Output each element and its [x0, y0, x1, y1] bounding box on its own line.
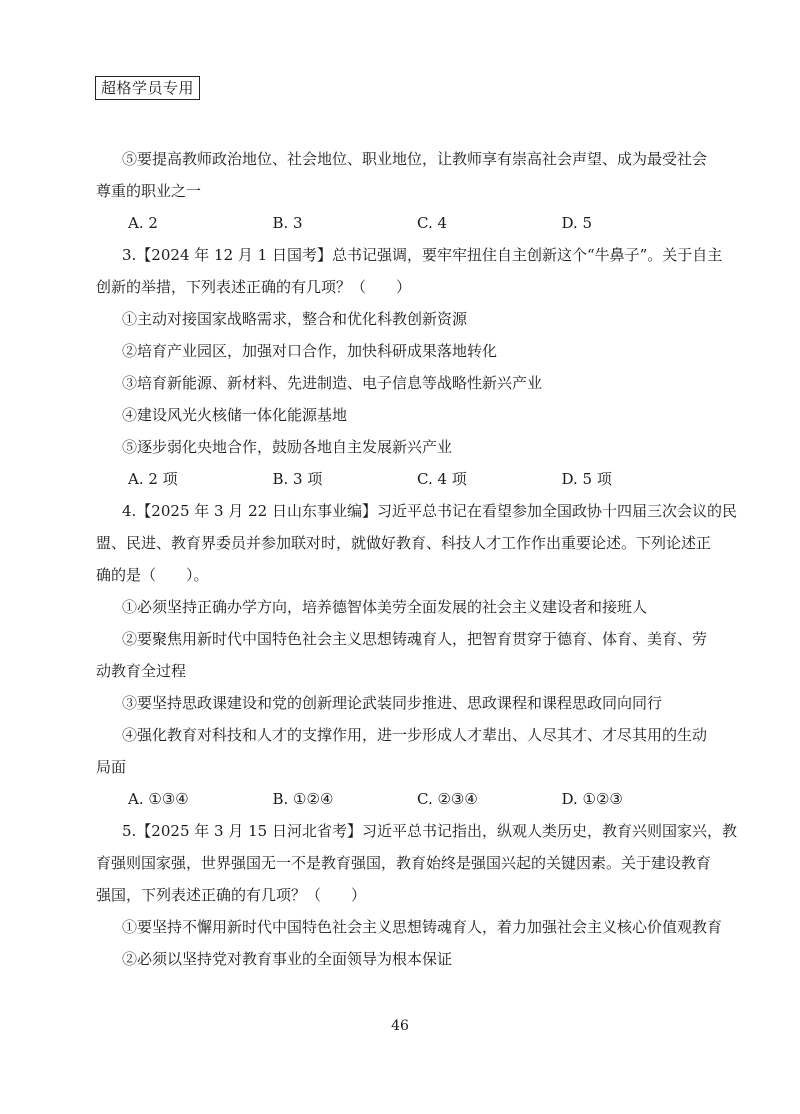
q4-item-4-line-2: 局面	[96, 758, 127, 776]
q4-choice-c: C. ②③④	[417, 790, 478, 808]
q2-choice-a: A. 2	[128, 214, 158, 232]
page-number: 46	[391, 1018, 409, 1034]
q5-item-1: ①要坚持不懈用新时代中国特色社会主义思想铸魂育人，着力加强社会主义核心价值观教育	[122, 918, 723, 936]
q3-stem-line-2: 创新的举措，下列表述正确的有几项？（ ）	[96, 278, 412, 296]
q2-choice-c: C. 4	[417, 214, 448, 232]
q5-stem-line-1: 5.【2025 年 3 月 15 日河北省考】习近平总书记指出，纵观人类历史，教育兴则国家兴，教	[122, 822, 737, 840]
q4-item-2-line-1: ②要聚焦用新时代中国特色社会主义思想铸魂育人，把智育贯穿于德育、体育、美育、劳	[122, 630, 708, 648]
q4-item-1: ①必须坚持正确办学方向，培养德智体美劳全面发展的社会主义建设者和接班人	[122, 598, 648, 616]
q4-stem-line-1: 4.【2025 年 3 月 22 日山东事业编】习近平总书记在看望参加全国政协十四届三次会议的民	[122, 502, 737, 520]
q2-choices	[96, 207, 706, 239]
q4-choices	[96, 783, 706, 815]
page-content	[96, 143, 737, 975]
header-badge: 超格学员专用	[95, 76, 200, 100]
q3-choice-a: A. 2 项	[128, 470, 178, 488]
q3-choice-c: C. 4 项	[417, 470, 467, 488]
q3-item-4: ④建设风光火核储一体化能源基地	[122, 406, 348, 424]
q2-item-5-line-1: ⑤要提高教师政治地位、社会地位、职业地位，让教师享有崇高社会声望、成为最受社会	[122, 150, 708, 168]
q4-choice-a: A. ①③④	[128, 790, 189, 808]
q5-item-2: ②必须以坚持党对教育事业的全面领导为根本保证	[122, 950, 453, 968]
q3-item-2: ②培育产业园区，加强对口合作，加快科研成果落地转化	[122, 342, 498, 360]
q4-item-4-line-1: ④强化教育对科技和人才的支撑作用，进一步形成人才辈出、人尽其才、才尽其用的生动	[122, 726, 708, 744]
q2-choice-d: D. 5	[561, 214, 593, 232]
q4-item-3: ③要坚持思政课建设和党的创新理论武装同步推进、思政课程和课程思政同向同行	[122, 694, 663, 712]
q3-choices	[96, 463, 706, 495]
q3-choice-d: D. 5 项	[561, 470, 612, 488]
q4-item-2-line-2: 动教育全过程	[96, 662, 187, 680]
q3-item-5: ⑤逐步弱化央地合作，鼓励各地自主发展新兴产业	[122, 438, 453, 456]
q2-item-5-line-2: 尊重的职业之一	[96, 182, 202, 200]
q3-item-1: ①主动对接国家战略需求，整合和优化科教创新资源	[122, 310, 468, 328]
q2-choice-b: B. 3	[272, 214, 303, 232]
q3-item-3: ③培育新能源、新材料、先进制造、电子信息等战略性新兴产业	[122, 374, 543, 392]
q5-stem-line-3: 强国，下列表述正确的有几项？（ ）	[96, 886, 367, 904]
q3-stem-line-1: 3.【2024 年 12 月 1 日国考】总书记强调，要牢牢扭住自主创新这个“牛鼻子”。关于自主	[122, 246, 723, 264]
q3-choice-b: B. 3 项	[272, 470, 323, 488]
q4-stem-line-2: 盟、民进、教育界委员并参加联对时，就做好教育、科技人才工作作出重要论述。下列论述正	[96, 534, 712, 552]
q4-choice-b: B. ①②④	[272, 790, 334, 808]
q4-stem-line-3: 确的是（ ）。	[96, 566, 209, 584]
q4-choice-d: D. ①②③	[561, 790, 623, 808]
q5-stem-line-2: 育强则国家强，世界强国无一不是教育强国，教育始终是强国兴起的关键因素。关于建设教育	[96, 854, 712, 872]
